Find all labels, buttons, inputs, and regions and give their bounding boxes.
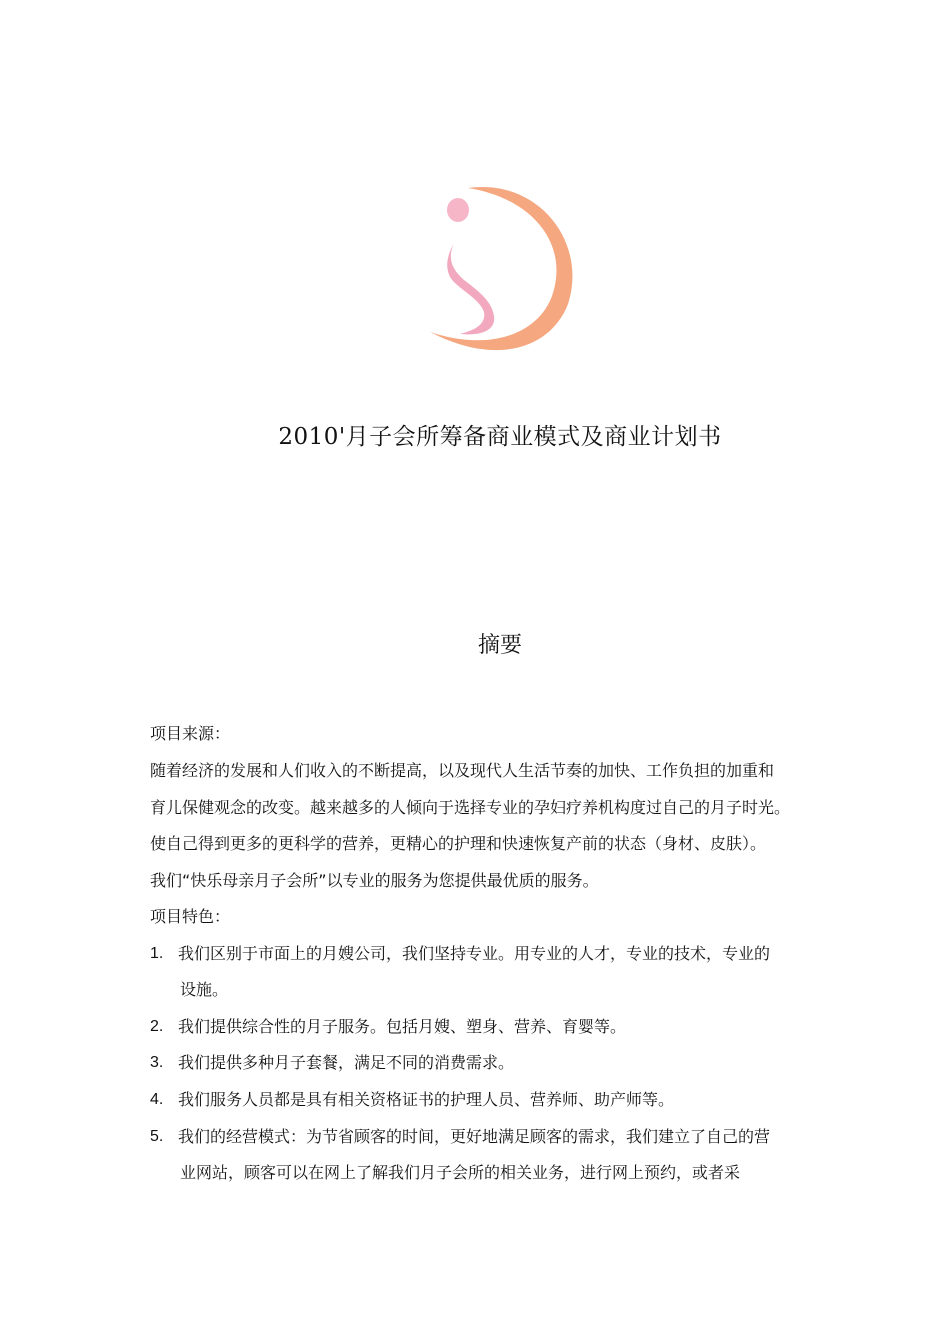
list-item-number: 3.	[150, 1054, 164, 1071]
project-source-label: 项目来源：	[150, 724, 231, 743]
list-item-text: 我们服务人员都是具有相关资格证书的护理人员、营养师、助产师等。	[178, 1090, 675, 1109]
maternity-logo-icon	[420, 184, 580, 362]
logo-dot	[447, 198, 469, 222]
list-item-text: 我们提供多种月子套餐，满足不同的消费需求。	[178, 1053, 515, 1072]
list-item-number: 4.	[150, 1091, 164, 1108]
project-features-label: 项目特色：	[150, 907, 231, 926]
section-heading-summary: 摘要	[477, 633, 522, 658]
list-item-number: 2.	[150, 1018, 164, 1035]
list-item-text: 我们的经营模式：为节省顾客的时间，更好地满足顾客的需求，我们建立了自己的营	[178, 1127, 771, 1146]
list-item-number: 1.	[150, 945, 164, 962]
paragraph-line: 我们“快乐母亲月子会所”以专业的服务为您提供最优质的服务。	[150, 871, 599, 890]
logo-stem	[447, 244, 494, 334]
paragraph-line: 育儿保健观念的改变。越来越多的人倾向于选择专业的孕妇疗养机构度过自己的月子时光。	[150, 798, 791, 817]
list-item-text: 我们提供综合性的月子服务。包括月嫂、塑身、营养、育婴等。	[178, 1017, 627, 1036]
list-item-continuation: 设施。	[180, 980, 229, 999]
list-item-continuation: 业网站，顾客可以在网上了解我们月子会所的相关业务，进行网上预约，或者采	[180, 1163, 741, 1182]
list-item-text: 我们区别于市面上的月嫂公司，我们坚持专业。用专业的人才，专业的技术，专业的	[178, 944, 771, 963]
paragraph-line: 使自己得到更多的更科学的营养，更精心的护理和快速恢复产前的状态（身材、皮肤）。	[150, 834, 767, 853]
document-title: 2010'月子会所筹备商业模式及商业计划书	[278, 424, 722, 450]
paragraph-line: 随着经济的发展和人们收入的不断提高，以及现代人生活节奏的加快、工作负担的加重和	[150, 761, 775, 780]
list-item-number: 5.	[150, 1128, 164, 1145]
